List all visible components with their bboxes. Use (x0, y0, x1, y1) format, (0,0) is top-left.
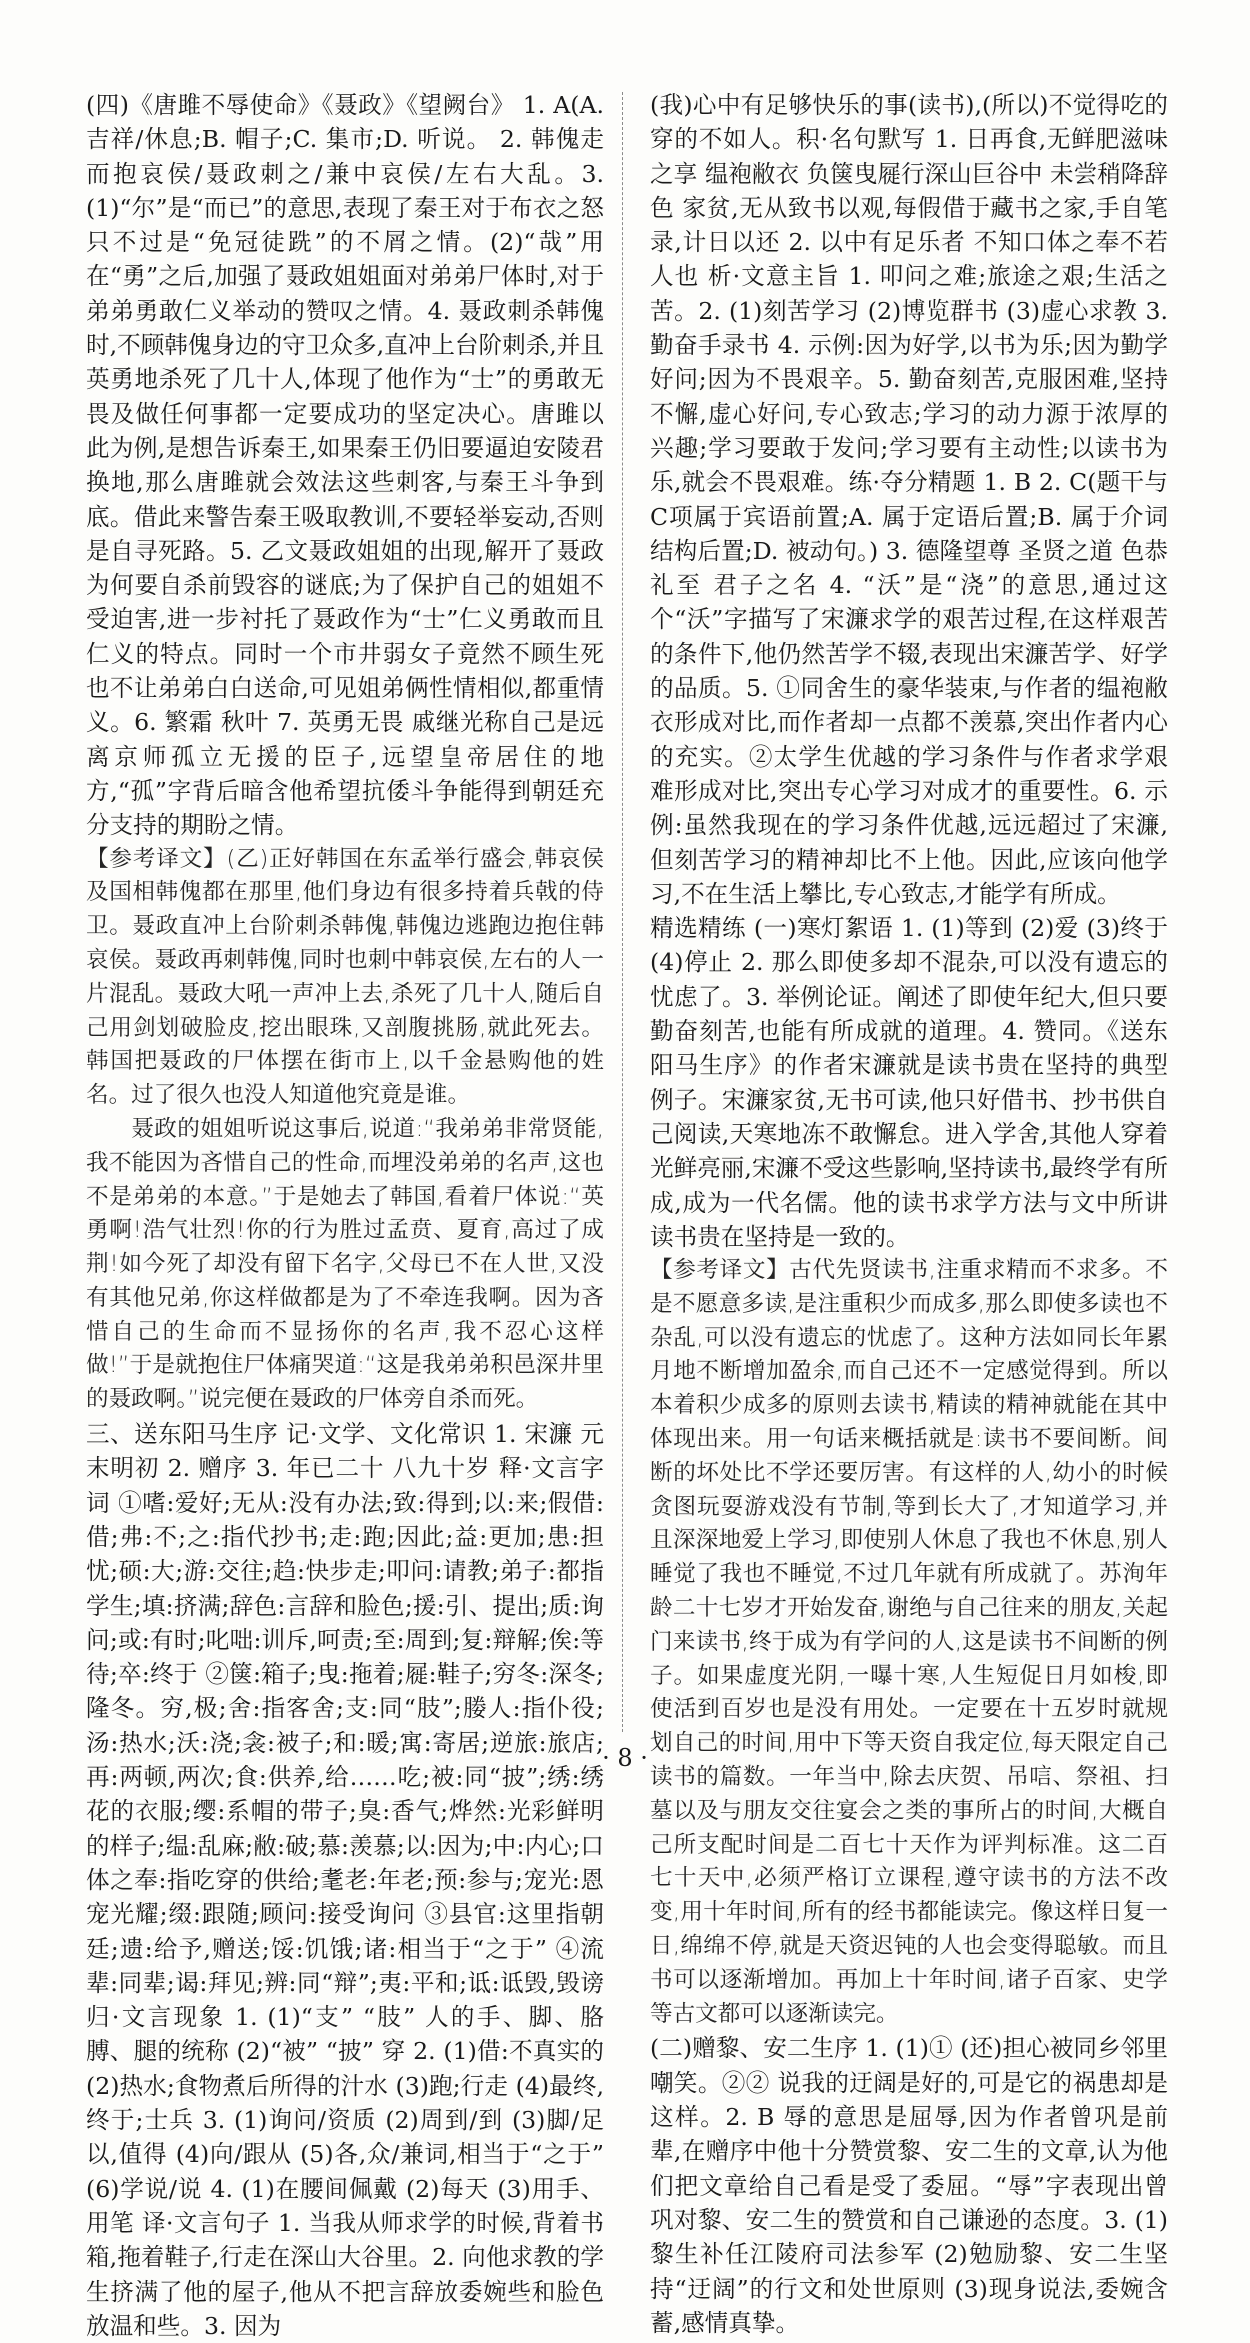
reference-translation-nie-zheng: 【参考译文】(乙)正好韩国在东孟举行盛会,韩哀侯及国相韩傀都在那里,他们身边有很多持着兵戟的侍卫。聂政直冲上台阶刺杀韩傀,韩傀边逃跑边抱住韩哀侯。聂政再刺韩傀,同时也刺中韩哀侯,左右的人一片混乱。聂政大吼一声冲上去,杀死了几十人,随后自己用剑划破脸皮,挖出眼珠,又剖腹挑肠,就此死去。韩国把聂政的尸体摆在街市上,以千金悬购他的姓名。过了很久也没人知道他究竟是谁。 (86, 845, 604, 1109)
answer-block-zeng-li-an-er-sheng-xu: (二)赠黎、安二生序 1. (1)① (还)担心被同乡邻里嘲笑。②② 说我的迂阔是好的,可是它的祸患却是这样。2. B 辱的意思是屈辱,因为作者曾巩是前辈,在赠序中他十分赞赏黎、安二生的文章,认为他们把文章给自己看是受了委屈。“辱”字表现出曾巩对黎、安二生的赞赏和自己谦逊的态度。3. (1)黎生补任江陵府司法参军 (2)勉励黎、安二生坚持“迂阔”的行文和处世原则 (3)现身说法,委婉含蓄,感情真挚。 (650, 2034, 1168, 2337)
answer-block-han-deng-xu-yu: 精选精练 (一)寒灯絮语 1. (1)等到 (2)爱 (3)终于 (4)停止 2. 那么即使多却不混杂,可以没有遗忘的忧虑了。3. 举例论证。阐述了即使年纪大,但只要勤奋刻苦,也能有所成就的道理。4. 赞同。《送东阳马生序》的作者宋濂就是读书贵在坚持的典型例子。宋濂家贫,无书可读,他只好借书、抄书供自己阅读,天寒地冻不敢懈怠。进入学舍,其他人穿着光鲜亮丽,宋濂不受这些影响,坚持读书,最终学有所成,成为一代名儒。他的读书求学方法与文中所讲读书贵在坚持是一致的。 (650, 914, 1168, 1251)
left-column (86, 88, 604, 2340)
reference-translation-han-deng-xu-yu: 【参考译文】古代先贤读书,注重求精而不求多。不是不愿意多读,是注重积少而成多,那么即使多读也不杂乱,可以没有遗忘的忧虑了。这种方法如同长年累月地不断增加盈余,而自己还不一定感觉得到。所以本着积少成多的原则去读书,精读的精神就能在其中体现出来。用一句话来概括就是:读书不要间断。间断的坏处比不学还要厉害。有这样的人,幼小的时候贪图玩耍游戏没有节制,等到长大了,才知道学习,并且深深地爱上学习,即使别人休息了我也不休息,别人睡觉了我也不睡觉,不过几年就有所成就了。苏洵年龄二十七岁才开始发奋,谢绝与自己往来的朋友,关起门来读书,终于成为有学问的人,这是读书不间断的例子。如果虚度光阴,一曝十寒,人生短促日月如梭,即使活到百岁也是没有用处。一定要在十五岁时就规划自己的时间,用中下等天资自我定位,每天限定自己读书的篇数。一年当中,除去庆贺、吊唁、祭祖、扫墓以及与朋友交往宴会之类的事所占的时间,大概自己所支配时间是二百七十天作为评判标准。这二百七十天中,必须严格订立课程,遵守读书的方法不改变,用十年时间,所有的经书都能读完。像这样日复一日,绵绵不停,就是天资迟钝的人也会变得聪敏。而且书可以逐渐增加。再加上十年时间,诸子百家、史学等古文都可以逐渐读完。 (650, 1257, 1168, 2027)
reference-translation-nie-zheng-sister: 聂政的姐姐听说这事后,说道:“我弟弟非常贤能,我不能因为吝惜自己的性命,而埋没弟弟的名声,这也不是弟弟的本意。”于是她去了韩国,看着尸体说:“英勇啊!浩气壮烈!你的行为胜过孟贲、夏育,高过了成荆!如今死了却没有留下名字,父母已不在人世,又没有其他兄弟,你这样做都是为了不牵连我啊。因为吝惜自己的生命而不显扬你的名声,我不忍心这样做!”于是就抱住尸体痛哭道:“这是我弟弟积邑深井里的聂政啊。”说完便在聂政的尸体旁自杀而死。 (86, 1115, 604, 1413)
answer-block-tang-ju: (四)《唐雎不辱使命》《聂政》《望阙台》 1. A(A. 吉祥/休息;B. 帽子;C. 集市;D. 听说。 2. 韩傀走而抱哀侯/聂政刺之/兼中哀侯/左右大乱。3. (1)“尔”是“而已”的意思,表现了秦王对于布衣之怒只不过是“免冠徒跣”的不屑之情。(2)“哉”用在“勇”之后,加强了聂政姐姐面对弟弟尸体时,对于弟弟勇敢仁义举动的赞叹之情。4. 聂政刺杀韩傀时,不顾韩傀身边的守卫众多,直冲上台阶刺杀,并且英勇地杀死了几十人,体现了他作为“士”的勇敢无畏及做任何事都一定要成功的坚定决心。唐雎以此为例,是想告诉秦王,如果秦王仍旧要逼迫安陵君换地,那么唐雎就会效法这些刺客,与秦王斗争到底。借此来警告秦王吸取教训,不要轻举妄动,否则是自寻死路。5. 乙文聂政姐姐的出现,解开了聂政为何要自杀前毁容的谜底;为了保护自己的姐姐不受迫害,进一步衬托了聂政作为“士”仁义勇敢而且仁义的特点。同时一个市井弱女子竟然不顾生死也不让弟弟白白送命,可见姐弟俩性情相似,都重情义。6. 繁霜 秋叶 7. 英勇无畏 戚继光称自己是远离京师孤立无援的臣子,远望皇帝居住的地方,“孤”字背后暗含他希望抗倭斗争能得到朝廷充分支持的期盼之情。 (86, 91, 604, 840)
answer-block-song-dongyang-ma-sheng-xu: 三、送东阳马生序 记·文学、文化常识 1. 宋濂 元末明初 2. 赠序 3. 年已二十 八九十岁 释·文言字词 ①嗜:爱好;无从:没有办法;致:得到;以:来;假借:借;弗:不;之:指代抄书;走:跑;因此;益:更加;患:担忧;硕:大;游:交往;趋:快步走;叩问:请教;弟子:都指学生;填:挤满;辞色:言辞和脸色;援:引、提出;质:询问;或:有时;叱咄:训斥,呵责;至:周到;复:辩解;俟:等待;卒:终于 ②箧:箱子;曳:拖着;屣:鞋子;穷冬:深冬;隆冬。穷,极;舍:指客舍;支:同“肢”;媵人:指仆役;汤:热水;沃:浇;衾:被子;和:暖;寓:寄居;逆旅:旅店;再:两顿,两次;食:供养,给……吃;被:同“披”;绣:绣花的衣服;缨:系帽的带子;臭:香气;烨然:光彩鲜明的样子;缊:乱麻;敝:破;慕:羡慕;以:因为;中:内心;口体之奉:指吃穿的供给;耄老:年老;预:参与;宠光:恩宠光耀;缀:跟随;顾问:接受询问 ③县官:这里指朝廷;遗:给予,赠送;馁:饥饿;诸:相当于“之于” ④流辈:同辈;谒:拜见;辨:同“辩”;夷:平和;诋:诋毁,毁谤 归·文言现象 1. (1)“支” “肢” 人的手、脚、胳膊、腿的统称 (2)“被” “披” 穿 2. (1)借:不真实的 (2)热水;食物煮后所得的汁水 (3)跑;行走 (4)最终,终于;士兵 3. (1)询问/资质 (2)周到/到 (3)脚/足以,值得 (4)向/跟从 (5)各,众/兼词,相当于“之于” (6)学说/说 4. (1)在腰间佩戴 (2)每天 (3)用手、用笔 译·文言句子 1. 当我从师求学的时候,背着书箱,拖着鞋子,行走在深山大谷里。2. 向他求教的学生挤满了他的屋子,他从不把言辞放委婉些和脸色放温和些。3. 因为 (86, 1420, 604, 2340)
answer-block-continued: (我)心中有足够快乐的事(读书),(所以)不觉得吃的穿的不如人。积·名句默写 1. 日再食,无鲜肥滋味之享 缊袍敝衣 负箧曳屣行深山巨谷中 未尝稍降辞色 家贫,无从致书以观,每假借于藏书之家,手自笔录,计日以还 2. 以中有足乐者 不知口体之奉不若人也 析·文意主旨 1. 叩问之难;旅途之艰;生活之苦。2. (1)刻苦学习 (2)博览群书 (3)虚心求教 3. 勤奋手录书 4. 示例:因为好学,以书为乐;因为勤学好问;因为不畏艰辛。5. 勤奋刻苦,克服困难,坚持不懈,虚心好问,专心致志;学习的动力源于浓厚的兴趣;学习要敢于发问;学习要有主动性;以读书为乐,就会不畏艰难。练·夺分精题 1. B 2. C(题干与C项属于宾语前置;A. 属于定语后置;B. 属于介词结构后置;D. 被动句。) 3. 德隆望尊 圣贤之道 色恭礼至 君子之名 4. “沃”是“浇”的意思,通过这个“沃”字描写了宋濂求学的艰苦过程,在这样艰苦的条件下,他仍然苦学不辍,表现出宋濂苦学、好学的品质。5. ①同舍生的豪华装束,与作者的缊袍敝衣形成对比,而作者却一点都不羡慕,突出作者内心的充实。②太学生优越的学习条件与作者求学艰难形成对比,突出专心学习对成才的重要性。6. 示例:虽然我现在的学习条件优越,远远超过了宋濂,但刻苦学习的精神却比不上他。因此,应该向他学习,不在生活上攀比,专心致志,才能学有所成。 (650, 91, 1168, 908)
page-number: · 8 · (602, 1744, 648, 1772)
right-column (650, 88, 1168, 2337)
column-divider (622, 92, 623, 1732)
